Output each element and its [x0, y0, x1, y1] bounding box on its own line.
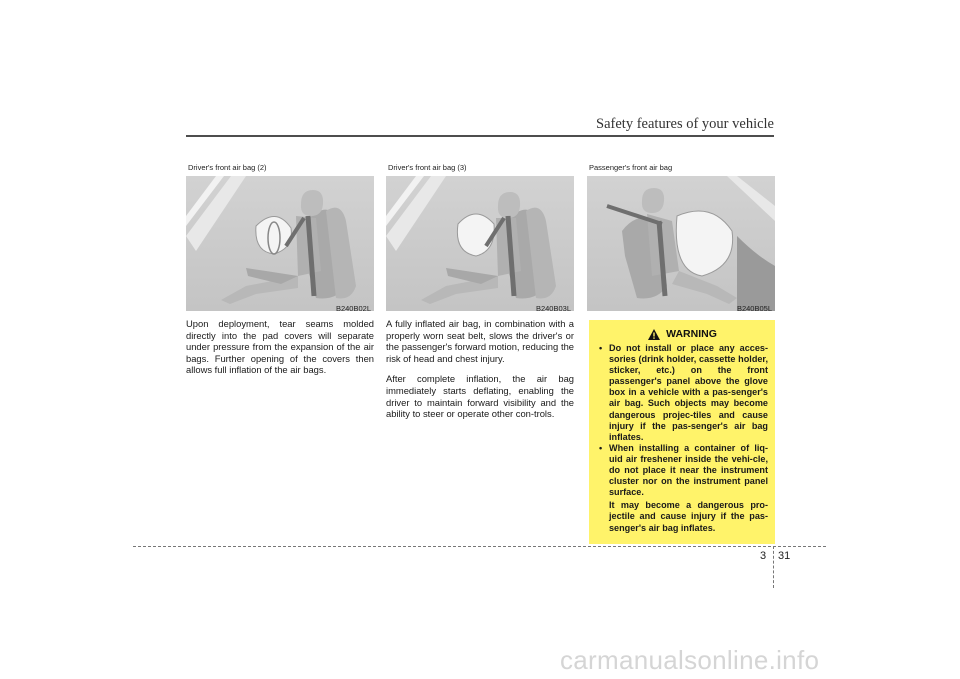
paragraph: After complete inflation, the air bag immediately starts deflating, enabling the driver to maintain forward visibility and the ability to steer or operate other con-trols.: [386, 373, 574, 420]
warning-triangle-icon: [648, 329, 660, 340]
figure-illustration: [186, 176, 374, 311]
paragraph: A fully inflated air bag, in combination with a properly worn seat belt, slows the driver's or the passenger's forward motion, reducing the risk of head and chest injury.: [386, 318, 574, 364]
warning-item: • Do not install or place any acces-sories (drink holder, cassette holder, sticker, etc.) on the front passenger's panel above the glove box in a vehicle with a pas-senger's air bag. Such objects may become dangerous projec-tiles and cause injury if the pas-senger's air bag inflates.: [597, 343, 768, 443]
figure-driver-airbag-3: [386, 163, 574, 311]
warning-note: It may become a dangerous pro-jectile and cause injury if the pas-senger's air bag inflates.: [609, 500, 768, 533]
header-rule: [186, 135, 774, 137]
figure-caption: Passenger's front air bag: [589, 163, 673, 172]
watermark: carmanualsonline.info: [560, 645, 820, 675]
figure-driver-airbag-2: [186, 163, 374, 311]
footer-divider: [773, 546, 774, 588]
figure-caption: Driver's front air bag (2): [188, 163, 267, 172]
figure-code: B240B03L: [535, 304, 571, 311]
warning-list: [597, 343, 768, 498]
figure-illustration: [386, 176, 574, 311]
column-2-text: [386, 318, 574, 429]
page-header-title: Safety features of your vehicle: [596, 116, 774, 132]
figure-code: B240B02L: [335, 304, 371, 311]
chapter-number: 3: [760, 550, 767, 562]
warning-header: [597, 328, 768, 340]
warning-title: WARNING: [666, 328, 717, 340]
figure-code: B240B05L: [736, 304, 772, 311]
footer-rule: [133, 546, 826, 547]
figure-passenger-airbag: [587, 163, 775, 311]
figure-illustration: [587, 176, 775, 311]
warning-item: • When installing a container of liq-uid air freshener inside the vehi-cle, do not place it near the instrument cluster nor on the instrument panel surface.: [597, 443, 768, 498]
column-1-text: [186, 318, 374, 385]
page-number: 31: [778, 550, 791, 562]
figure-caption: Driver's front air bag (3): [388, 163, 467, 172]
warning-box: [589, 320, 775, 544]
paragraph: Upon deployment, tear seams molded directly into the pad covers will separate under pressure from the expansion of the air bags. Further opening of the covers then allows full inflation of the air bags.: [186, 318, 374, 376]
